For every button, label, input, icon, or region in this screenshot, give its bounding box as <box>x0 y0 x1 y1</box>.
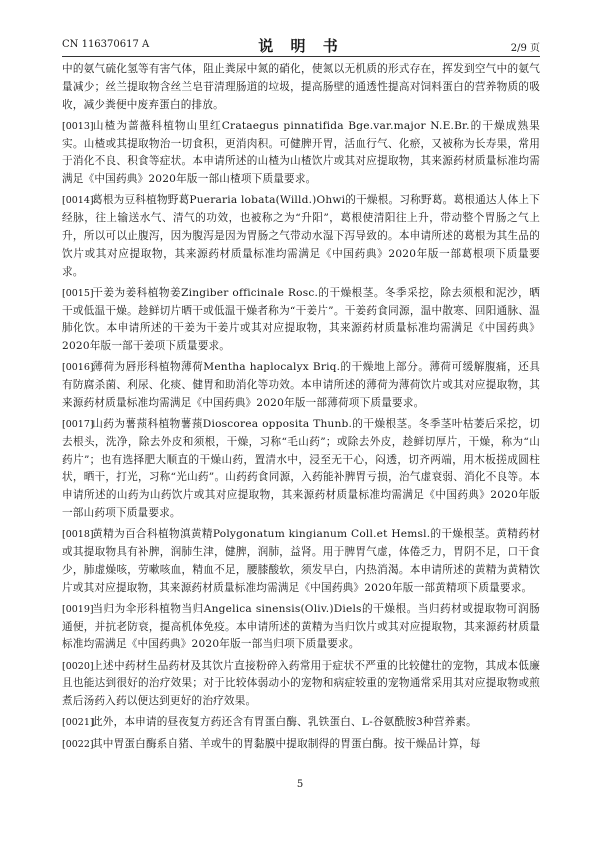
paragraph-0019 <box>62 601 540 654</box>
paragraph-number: [0018] <box>62 529 94 541</box>
paragraph-text: 葛根为豆科植物野葛Pueraria lobata(Willd.)Ohwi的干燥根。习称野葛。葛根通达人体上下经脉，往上输送水气、清气的功效，也被称之为“升阳”，葛根使清阳往上升，带动整个胃肠之气上升，所以可以止腹泻，因为腹泻是因为胃肠之气带动水湿下泻导致的。本申请所述的葛根为其生品的饮片或其对应提取物，其来源药材质量标准均需满足《中国药典》2020年版一部葛根项下质量要求。 <box>62 194 540 278</box>
header-rule <box>62 56 540 57</box>
doc-number: CN 116370617 A <box>62 39 150 50</box>
paragraph-number: [0013] <box>62 120 94 132</box>
paragraph-number: [0020] <box>62 660 94 672</box>
paragraph-text: 薄荷为唇形科植物薄荷Mentha haplocalyx Briq.的干燥地上部分。薄荷可缓解腹痛，还具有防腐杀菌、利尿、化痰、健胃和助消化等功效。本申请所述的薄荷为薄荷饮片或其对应提取物，其来源药材质量标准均需满足《中国药典》2020年版一部薄荷项下质量要求。 <box>62 361 540 409</box>
paragraph-text: 其中胃蛋白酶系自猪、羊或牛的胃黏膜中提取制得的胃蛋白酶。按干燥品计算，每 <box>92 737 481 750</box>
paragraph-number: [0019] <box>62 603 94 615</box>
paragraph-0015 <box>62 285 540 356</box>
paragraph-text: 山药为薯蓣科植物薯蓣Dioscorea opposita Thunb.的干燥根茎。冬季茎叶枯萎后采挖，切去根头，洗净，除去外皮和须根，干燥，习称“毛山药”；或除去外皮，趁鲜切厚片，干燥，称为“山药片”；也有选择肥大顺直的干燥山药，置清水中，浸至无干心，闷透，切齐两端，用木板搓成圆柱状，晒干，打光，习称“光山药”。山药药食同源，入药能补脾胃亏损，治气虚衰弱、消化不良等。本申请所述的山药为山药饮片或其对应提取物，其来源药材质量标准均需满足《中国药典》2020年版一部山药项下质量要求。 <box>62 418 540 520</box>
paragraph-number: [0022] <box>62 738 94 750</box>
page-of: 2/9 页 <box>510 43 540 54</box>
doc-title: 说 明 书 <box>258 37 344 55</box>
paragraph-0013 <box>62 118 540 189</box>
paragraph-text: 山楂为蔷薇科植物山里红Crataegus pinnatifida Bge.var.major N.E.Br.的干燥成熟果实。山楂或其提取物治一切食积，更消肉积。可健脾开胃，活血行气、化瘀，又被称为长寿果，常用于消化不良、积食等症状。本申请所述的山楂为山楂饮片或其对应提取物，其来源药材质量标准均需满足《中国药典》2020年版一部山楂项下质量要求。 <box>62 119 540 186</box>
page-header <box>62 35 540 55</box>
paragraph-text: 上述中药材生品药材及其饮片直接粉碎入药常用于症状不严重的比较健壮的宠物，其成本低廉且也能达到很好的治疗效果；对于比较体弱动小的宠物和病症较重的宠物通常采用其对应提取物或煎煮后汤药入药以便达到更好的治疗效果。 <box>62 659 540 708</box>
paragraph-0018 <box>62 526 540 597</box>
paragraph-number: [0016] <box>62 362 94 374</box>
paragraph-number: [0017] <box>62 419 94 431</box>
paragraph-0014 <box>62 192 540 281</box>
paragraph-text: 此外，本申请的昼夜复方药还含有胃蛋白酶、乳铁蛋白、L-谷氨酰胺3种营养素。 <box>92 716 477 729</box>
paragraph-0017 <box>62 416 540 523</box>
paragraph-number: [0014] <box>62 195 94 207</box>
paragraph-0016 <box>62 359 540 412</box>
paragraph-text: 当归为伞形科植物当归Angelica sinensis(Oliv.)Diels的干燥根。当归药材或提取物可润肠通便，并抗老防衰，提高机体免疫。本申请所述的黄精为当归饮片或其对应提取物，其来源药材质量标准均需满足《中国药典》2020年版一部当归项下质量要求。 <box>62 602 540 651</box>
paragraph-0022 <box>62 736 540 754</box>
document-body <box>62 61 540 757</box>
paragraph-number: [0015] <box>62 287 94 299</box>
paragraph-number: [0021] <box>62 717 94 729</box>
page-number: 5 <box>296 779 304 790</box>
paragraph-0021 <box>62 714 540 732</box>
paragraph-text: 干姜为姜科植物姜Zingiber officinale Rosc.的干燥根茎。冬季采挖，除去须根和泥沙，晒干或低温干燥。趁鲜切片晒干或低温干燥者称为“干姜片”。干姜药食同源，温中散寒、回阳通脉、温肺化饮。本申请所述的干姜为干姜片或其对应提取物，其来源药材质量标准均需满足《中国药典》2020年版一部干姜项下质量要求。 <box>62 286 540 353</box>
paragraph-0020 <box>62 658 540 711</box>
lead-paragraph: 中的氨气硫化氢等有害气体，阻止粪尿中氮的硝化，使氮以无机质的形式存在，挥发到空气中的氨气量减少；丝兰提取物含丝兰皂苷清理肠道的垃圾，提高肠壁的通透性提高对饲料蛋白的营养物质的吸收，减少粪便中废弃蛋白的排放。 <box>62 63 540 111</box>
paragraph-text: 黄精为百合科植物滇黄精Polygonatum kingianum Coll.et Hemsl.的干燥根茎。黄精药材或其提取物具有补脾，润肺生津，健脾，润肺，益肾。用于脾胃气虚，体倦乏力，胃阴不足，口干食少，肺虚燥咳，劳嗽咳血，精血不足，腰膝酸软，须发早白，内热消渴。本申请所述的黄精为黄精饮片或其对应提取物，其来源药材质量标准均需满足《中国药典》2020年版一部黄精项下质量要求。 <box>62 528 540 594</box>
